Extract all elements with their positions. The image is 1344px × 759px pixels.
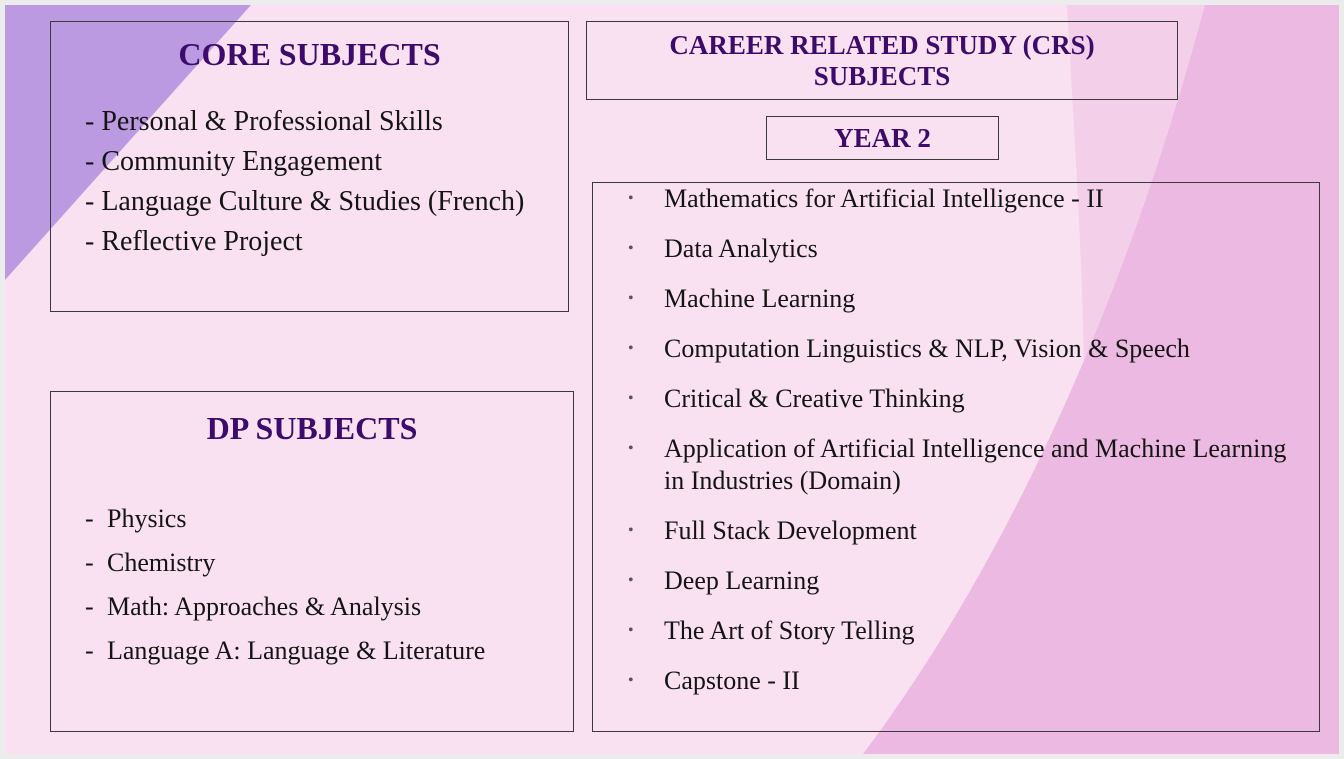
list-item-label: Computation Linguistics & NLP, Vision & Speech [664,334,1190,363]
list-item: - Reflective Project [85,226,303,257]
core-subjects-box [50,21,569,312]
crs-subjects-list [598,183,1298,715]
core-subjects-title: CORE SUBJECTS [178,36,441,72]
list-item-label: Deep Learning [664,566,820,595]
list-item-label: Full Stack Development [664,516,917,545]
bullet-icon: • [628,522,634,539]
crs-title-line1: CAREER RELATED STUDY (CRS) [669,30,1095,60]
crs-title-line2: SUBJECTS [813,61,951,91]
dash-bullet: - [85,636,94,665]
list-item [598,333,1298,365]
list-item: - Language Culture & Studies (French) [85,186,525,217]
bullet-icon: • [628,190,634,207]
bullet-icon: • [628,622,634,639]
year-box [766,116,999,160]
dash-bullet: - [85,504,94,533]
list-item [598,183,1298,215]
bullet-icon: • [628,240,634,257]
list-item-label: Machine Learning [664,284,856,313]
bullet-icon: • [628,390,634,407]
list-item [598,665,1298,697]
list-item-label: Physics [107,504,187,533]
list-item [598,233,1298,265]
dp-subjects-list [85,504,555,680]
list-item [598,515,1298,547]
dash-bullet: - [85,548,94,577]
list-item-label: Application of Artificial Intelligence and Machine Learning in Industries (Domain) [664,434,1287,495]
list-item [85,548,555,578]
list-item [598,283,1298,315]
dp-subjects-box [50,391,574,732]
list-item [85,592,555,622]
year-label: YEAR 2 [834,123,931,153]
bullet-icon: • [628,290,634,307]
list-item-label: The Art of Story Telling [664,616,915,645]
list-item [85,636,555,666]
list-item [598,433,1298,497]
list-item-label: Mathematics for Artificial Intelligence - II [664,184,1104,213]
dash-bullet: - [85,592,94,621]
bullet-icon: • [628,572,634,589]
list-item [598,383,1298,415]
bullet-icon: • [628,340,634,357]
list-item: - Community Engagement [85,146,383,177]
bullet-icon: • [628,672,634,689]
slide [5,5,1339,754]
core-subjects-list [85,108,555,268]
list-item [598,615,1298,647]
dp-subjects-title: DP SUBJECTS [206,410,418,446]
list-item-label: Data Analytics [664,234,818,263]
list-item-label: Critical & Creative Thinking [664,384,965,413]
list-item [85,504,555,534]
list-item-label: Math: Approaches & Analysis [107,592,422,621]
list-item [598,565,1298,597]
list-item-label: Capstone - II [664,666,800,695]
list-item-label: Language A: Language & Literature [107,636,486,665]
crs-subjects-box [592,182,1320,732]
crs-title [587,30,1177,92]
bullet-icon: • [628,440,634,457]
list-item-label: Chemistry [107,548,216,577]
crs-title-box [586,21,1178,100]
list-item: - Personal & Professional Skills [85,106,443,137]
